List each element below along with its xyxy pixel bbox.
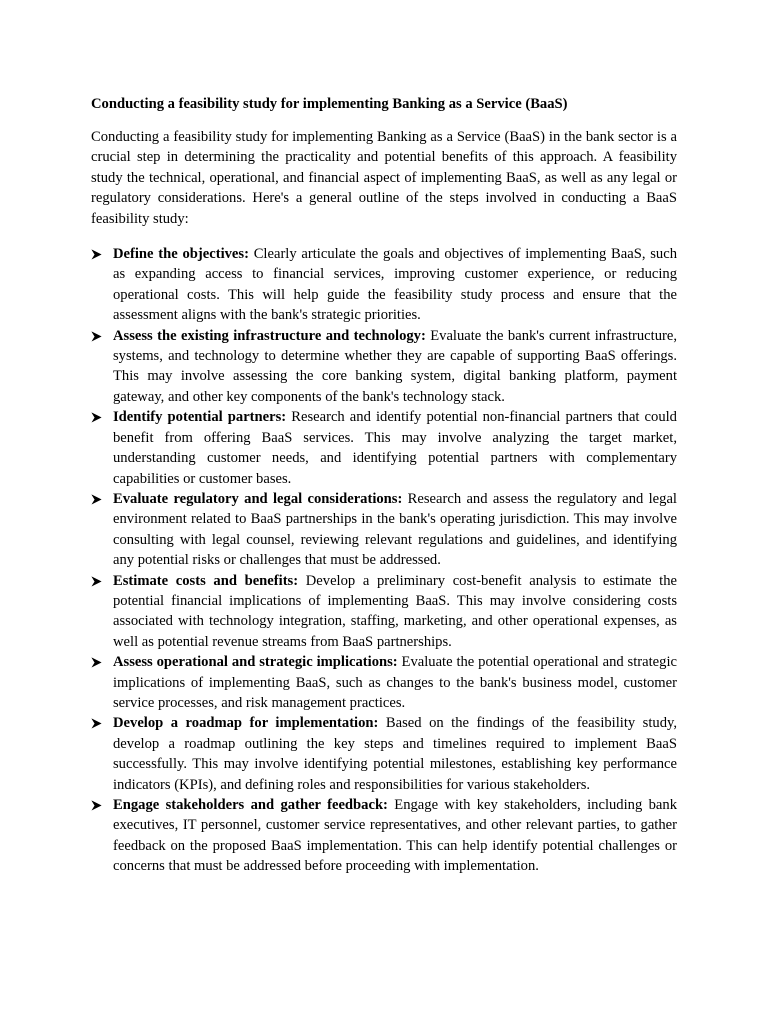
step-text: Research and assess the regulatory and legal environment related to BaaS partnerships in the bank's operating jurisdiction. This may involve consulting with legal counsel, reviewing relevant regulations and guidelines, and identifying any potential risks or challenges that must be addressed. — [113, 490, 677, 569]
step-title: Evaluate regulatory and legal considerations: — [113, 490, 403, 507]
document-page — [91, 94, 677, 877]
step-item-8 — [91, 795, 677, 877]
step-item-4 — [91, 489, 677, 571]
step-text: Research and identify potential non-financial partners that could benefit from offering BaaS services. This may involve analyzing the target market, understanding customer needs, and identifying potential partners with complementary capabilities or customer bases. — [113, 409, 677, 487]
step-item-5 — [91, 571, 677, 653]
steps-list — [91, 244, 677, 877]
step-title: Define the objectives: — [113, 246, 249, 263]
document-title: Conducting a feasibility study for implementing Banking as a Service (BaaS) — [91, 96, 568, 112]
arrowhead-bullet-icon — [91, 412, 102, 423]
arrowhead-bullet-icon — [91, 249, 102, 260]
step-title: Identify potential partners: — [113, 409, 287, 426]
arrowhead-bullet-icon — [91, 718, 102, 729]
step-item-3 — [91, 407, 677, 489]
step-item-6 — [91, 652, 677, 713]
step-text: Clearly articulate the goals and objectives of implementing BaaS, such as expanding access to financial services, improving customer experience, or reducing operational costs. This will help guide the feasibility study process and ensure that the assessment aligns with the bank's strategic priorities. — [113, 246, 677, 324]
arrowhead-bullet-icon — [91, 494, 102, 505]
step-text: Evaluate the bank's current infrastructure, systems, and technology to determine whether they are capable of supporting BaaS offerings. This may involve assessing the core banking system, digital banking platform, payment gateway, and other key components of the bank's technology stack. — [113, 327, 677, 405]
step-text: Engage with key stakeholders, including bank executives, IT personnel, customer service representatives, and other relevant parties, to gather feedback on the proposed BaaS implementation. This can help identify potential challenges or concerns that must be addressed before proceeding with implementation. — [113, 797, 677, 875]
step-text: Evaluate the potential operational and strategic implications of implementing BaaS, such as changes to the bank's business model, customer service processes, and risk management practices. — [113, 654, 677, 711]
step-title: Assess operational and strategic implications: — [113, 654, 398, 671]
step-title: Assess the existing infrastructure and technology: — [113, 327, 426, 344]
arrowhead-bullet-icon — [91, 331, 102, 342]
step-item-7 — [91, 713, 677, 795]
step-item-1 — [91, 244, 677, 326]
step-item-2 — [91, 326, 677, 408]
step-title: Estimate costs and benefits: — [113, 572, 299, 589]
arrowhead-bullet-icon — [91, 657, 102, 668]
arrowhead-bullet-icon — [91, 800, 102, 811]
intro-paragraph: Conducting a feasibility study for implementing Banking as a Service (BaaS) in the bank sector is a crucial step in determining the practicality and potential benefits of this approach. A feasibility study the technical, operational, and financial aspect of implementing BaaS, as well as any legal or regulatory considerations. Here's a general outline of the steps involved in conducting a BaaS feasibility study: — [91, 129, 677, 227]
step-title: Engage stakeholders and gather feedback: — [113, 797, 388, 813]
arrowhead-bullet-icon — [91, 576, 102, 587]
step-text: Based on the findings of the feasibility study, develop a roadmap outlining the key steps and timelines required to implement BaaS successfully. This may involve identifying potential milestones, establishing key performance indicators (KPIs), and defining roles and responsibilities for various stakeholders. — [113, 715, 678, 793]
step-text: Develop a preliminary cost-benefit analysis to estimate the potential financial implications of implementing BaaS. This may involve considering costs associated with technology integration, staffing, marketing, and other operational expenses, as well as potential revenue streams from BaaS partnerships. — [113, 572, 677, 650]
step-title: Develop a roadmap for implementation: — [113, 715, 379, 732]
